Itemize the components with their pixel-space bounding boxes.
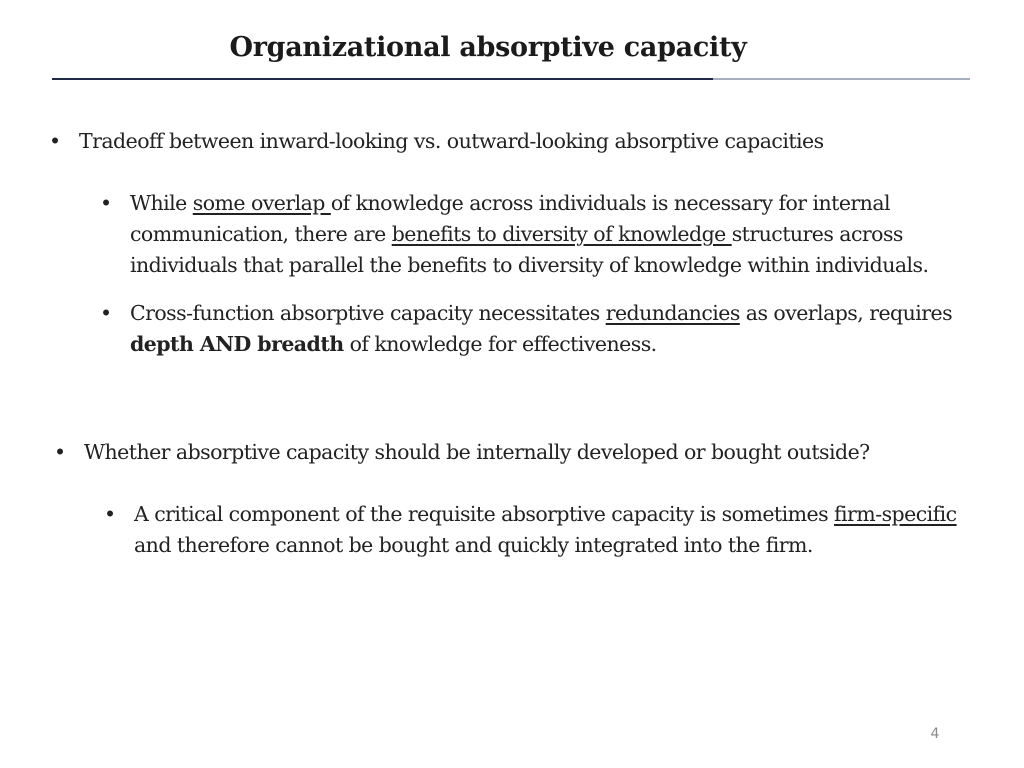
text-segment: A critical component of the requisite absorptive capacity is sometimes: [134, 502, 835, 526]
text-segment: of knowledge across individuals is necessary for internal communication, there are: [130, 191, 890, 246]
bullet-develop-or-buy: [54, 437, 964, 468]
bold-phrase: depth AND breadth: [130, 332, 344, 356]
bullet-icon: •: [54, 440, 66, 464]
underlined-phrase: firm-specific: [834, 502, 957, 526]
bullet-icon: •: [100, 301, 112, 325]
text-segment: of knowledge for effectiveness.: [343, 332, 657, 356]
underlined-phrase: benefits to diversity of knowledge: [391, 222, 732, 246]
text-segment: and therefore cannot be bought and quickly integrated into the firm.: [134, 533, 813, 557]
bullet-text: Tradeoff between inward-looking vs. outward-looking absorptive capacities: [79, 129, 824, 153]
text-segment: structures across individuals that parallel the benefits to diversity of knowledge within individuals.: [130, 222, 929, 277]
underlined-phrase: some overlap: [192, 191, 331, 215]
text-segment: While: [130, 191, 193, 215]
bullet-text: Whether absorptive capacity should be internally developed or bought outside?: [84, 440, 870, 464]
bullet-icon: •: [100, 191, 112, 215]
subbullet-overlap: [100, 188, 990, 281]
title-underline-rule: [52, 78, 970, 80]
bullet-tradeoff: [49, 126, 959, 157]
text-segment: Cross-function absorptive capacity necessitates: [130, 301, 606, 325]
bullet-icon: •: [104, 502, 116, 526]
text-segment: as overlaps, requires: [739, 301, 953, 325]
page-number: 4: [930, 726, 940, 742]
subbullet-firm-specific: [104, 499, 974, 561]
subbullet-cross-function: [100, 298, 990, 360]
bullet-icon: •: [49, 129, 61, 153]
underlined-phrase: redundancies: [605, 301, 740, 325]
slide-title: Organizational absorptive capacity: [229, 32, 747, 63]
